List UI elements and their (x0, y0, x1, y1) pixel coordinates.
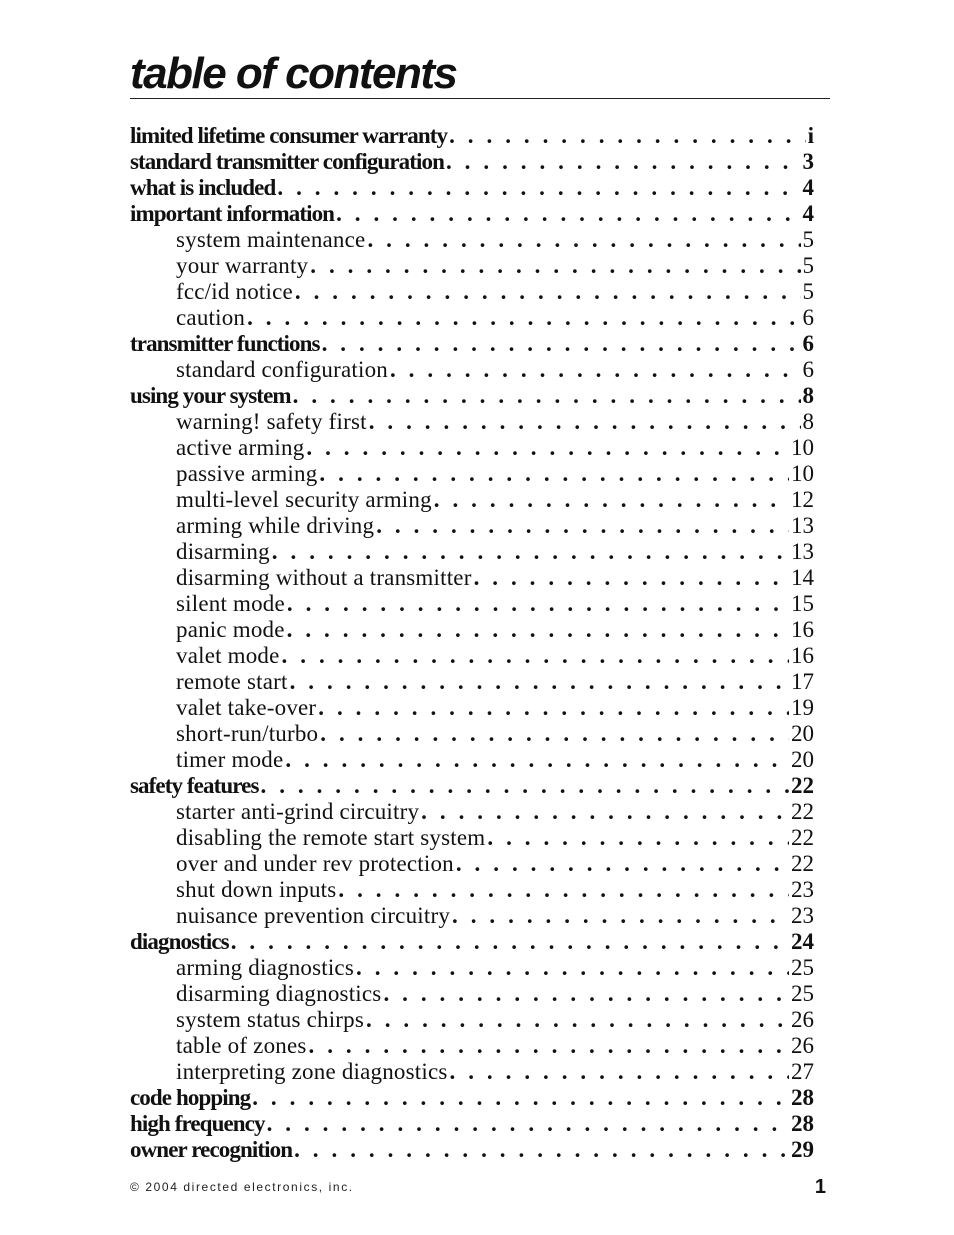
toc-entry-label: code hopping (130, 1085, 251, 1110)
toc-entry-page: 22 (791, 851, 814, 876)
dot-leader (376, 513, 789, 539)
toc-entry-page: 26 (791, 1033, 814, 1058)
toc-subsection-entry (130, 539, 814, 565)
dot-leader (247, 305, 800, 331)
copyright-notice: © 2004 directed electronics, inc. (130, 1180, 354, 1194)
toc-entry-label: limited lifetime consumer warranty (130, 123, 448, 148)
dot-leader (369, 409, 801, 435)
toc-subsection-entry (130, 851, 814, 877)
dot-leader (456, 851, 789, 877)
toc-entry-label: multi-level security arming (176, 487, 432, 512)
dot-leader (367, 227, 800, 253)
toc-entry-page: 26 (791, 1007, 814, 1032)
dot-leader (449, 123, 806, 149)
toc-entry-label: over and under rev protection (176, 851, 454, 876)
toc-subsection-entry (130, 461, 814, 487)
toc-subsection-entry (130, 487, 814, 513)
toc-entry-page: 22 (791, 799, 814, 824)
toc-entry-label: system status chirps (176, 1007, 364, 1032)
toc-entry-label: starter anti-grind circuitry (176, 799, 420, 824)
toc-entry-page: i (807, 123, 814, 148)
dot-leader (285, 747, 789, 773)
dot-leader (356, 955, 789, 981)
toc-subsection-entry (130, 669, 814, 695)
dot-leader (287, 591, 789, 617)
toc-entry-label: disarming (176, 539, 270, 564)
toc-subsection-entry (130, 955, 814, 981)
toc-subsection-entry (130, 877, 814, 903)
dot-leader (366, 1007, 789, 1033)
toc-section-entry (130, 1137, 814, 1163)
dot-leader (293, 383, 801, 409)
dot-leader (322, 331, 801, 357)
toc-entry-page: 12 (791, 487, 814, 512)
dot-leader (319, 461, 789, 487)
toc-subsection-entry (130, 565, 814, 591)
toc-entry-page: 13 (791, 539, 814, 564)
toc-entry-label: nuisance prevention circuitry (176, 903, 451, 928)
toc-section-entry (130, 331, 814, 357)
toc-entry-page: 6 (802, 357, 814, 382)
toc-section-entry (130, 175, 814, 201)
dot-leader (287, 617, 789, 643)
toc-subsection-entry (130, 1007, 814, 1033)
toc-entry-page: 27 (791, 1059, 814, 1084)
dot-leader (295, 279, 801, 305)
toc-section-entry (130, 383, 814, 409)
toc-subsection-entry (130, 721, 814, 747)
toc-subsection-entry (130, 799, 814, 825)
toc-section-entry (130, 773, 814, 799)
toc-entry-page: 6 (802, 305, 814, 330)
toc-entry-label: shut down inputs (176, 877, 337, 902)
dot-leader (452, 903, 789, 929)
toc-subsection-entry (130, 695, 814, 721)
toc-entry-label: diagnostics (130, 929, 229, 954)
toc-entry-label: active arming (176, 435, 305, 460)
dot-leader (383, 981, 789, 1007)
toc-entry-page: 5 (802, 279, 814, 304)
toc-subsection-entry (130, 409, 814, 435)
toc-entry-label: valet take-over (176, 695, 317, 720)
toc-subsection-entry (130, 1059, 814, 1085)
dot-leader (282, 643, 789, 669)
toc-subsection-entry (130, 253, 814, 279)
toc-subsection-entry (130, 305, 814, 331)
toc-entry-page: 5 (802, 227, 814, 252)
toc-entry-label: caution (176, 305, 246, 330)
page-title: table of contents (130, 49, 457, 98)
toc-entry-label: silent mode (176, 591, 285, 616)
toc-entry-label: transmitter functions (130, 331, 320, 356)
toc-list (130, 123, 814, 1163)
toc-entry-label: what is included (130, 175, 276, 200)
dot-leader (306, 435, 789, 461)
toc-subsection-entry (130, 435, 814, 461)
toc-entry-page: 13 (791, 513, 814, 538)
toc-subsection-entry (130, 617, 814, 643)
toc-entry-page: 4 (802, 175, 814, 200)
toc-subsection-entry (130, 903, 814, 929)
toc-entry-label: table of zones (176, 1033, 307, 1058)
toc-entry-label: high frequency (130, 1111, 265, 1136)
toc-entry-page: 28 (791, 1085, 814, 1110)
toc-entry-page: 10 (791, 435, 814, 460)
dot-leader (261, 773, 790, 799)
toc-entry-page: 22 (791, 825, 814, 850)
toc-entry-label: standard transmitter configuration (130, 149, 444, 174)
toc-entry-label: warning! safety first (176, 409, 367, 434)
toc-entry-page: 25 (791, 955, 814, 980)
dot-leader (336, 201, 800, 227)
toc-entry-page: 25 (791, 981, 814, 1006)
dot-leader (252, 1085, 789, 1111)
dot-leader (318, 695, 789, 721)
toc-subsection-entry (130, 1033, 814, 1059)
toc-entry-label: system maintenance (176, 227, 366, 252)
toc-subsection-entry (130, 825, 814, 851)
toc-entry-label: your warranty (176, 253, 309, 278)
dot-leader (446, 149, 801, 175)
toc-entry-page: 28 (791, 1111, 814, 1136)
dot-leader (487, 825, 789, 851)
dot-leader (474, 565, 789, 591)
toc-entry-label: standard configuration (176, 357, 388, 382)
toc-entry-page: 20 (791, 747, 814, 772)
toc-entry-page: 19 (791, 695, 814, 720)
toc-section-entry (130, 201, 814, 227)
toc-entry-page: 6 (802, 331, 814, 356)
dot-leader (294, 1137, 789, 1163)
toc-subsection-entry (130, 747, 814, 773)
dot-leader (320, 721, 789, 747)
toc-entry-label: arming while driving (176, 513, 375, 538)
toc-entry-label: remote start (176, 669, 288, 694)
toc-entry-label: owner recognition (130, 1137, 293, 1162)
toc-entry-page: 29 (791, 1137, 814, 1162)
toc-subsection-entry (130, 643, 814, 669)
toc-entry-label: arming diagnostics (176, 955, 354, 980)
toc-section-entry (130, 1111, 814, 1137)
toc-subsection-entry (130, 227, 814, 253)
toc-entry-page: 10 (791, 461, 814, 486)
toc-entry-label: passive arming (176, 461, 318, 486)
toc-entry-label: important information (130, 201, 335, 226)
toc-subsection-entry (130, 591, 814, 617)
page-number: 1 (814, 1176, 826, 1198)
toc-entry-label: timer mode (176, 747, 284, 772)
dot-leader (390, 357, 801, 383)
toc-entry-page: 23 (791, 903, 814, 928)
toc-entry-page: 4 (802, 201, 814, 226)
toc-entry-page: 14 (791, 565, 814, 590)
toc-entry-page: 20 (791, 721, 814, 746)
toc-entry-page: 3 (802, 149, 814, 174)
dot-leader (231, 929, 789, 955)
dot-leader (309, 1033, 789, 1059)
dot-leader (310, 253, 800, 279)
toc-entry-page: 5 (802, 253, 814, 278)
toc-entry-page: 8 (802, 383, 814, 408)
toc-subsection-entry (130, 357, 814, 383)
toc-entry-page: 8 (802, 409, 814, 434)
title-rule (130, 98, 830, 99)
toc-entry-page: 23 (791, 877, 814, 902)
toc-entry-page: 16 (791, 643, 814, 668)
toc-subsection-entry (130, 981, 814, 1007)
toc-section-entry (130, 149, 814, 175)
toc-entry-label: panic mode (176, 617, 285, 642)
dot-leader (267, 1111, 789, 1137)
dot-leader (421, 799, 789, 825)
toc-entry-page: 16 (791, 617, 814, 642)
toc-entry-label: safety features (130, 773, 259, 798)
toc-entry-label: disarming diagnostics (176, 981, 382, 1006)
toc-entry-page: 15 (791, 591, 814, 616)
dot-leader (272, 539, 789, 565)
dot-leader (450, 1059, 789, 1085)
toc-subsection-entry (130, 513, 814, 539)
toc-section-entry (130, 1085, 814, 1111)
toc-entry-label: valet mode (176, 643, 280, 668)
dot-leader (434, 487, 789, 513)
toc-entry-label: fcc/id notice (176, 279, 293, 304)
toc-entry-page: 22 (791, 773, 814, 798)
toc-entry-page: 24 (791, 929, 814, 954)
toc-entry-label: disabling the remote start system (176, 825, 486, 850)
toc-entry-label: interpreting zone diagnostics (176, 1059, 448, 1084)
dot-leader (290, 669, 789, 695)
dot-leader (277, 175, 800, 201)
toc-section-entry (130, 929, 814, 955)
toc-entry-page: 17 (791, 669, 814, 694)
toc-entry-label: disarming without a transmitter (176, 565, 472, 590)
dot-leader (338, 877, 789, 903)
toc-subsection-entry (130, 279, 814, 305)
toc-section-entry (130, 123, 814, 149)
toc-entry-label: short-run/turbo (176, 721, 319, 746)
toc-entry-label: using your system (130, 383, 291, 408)
